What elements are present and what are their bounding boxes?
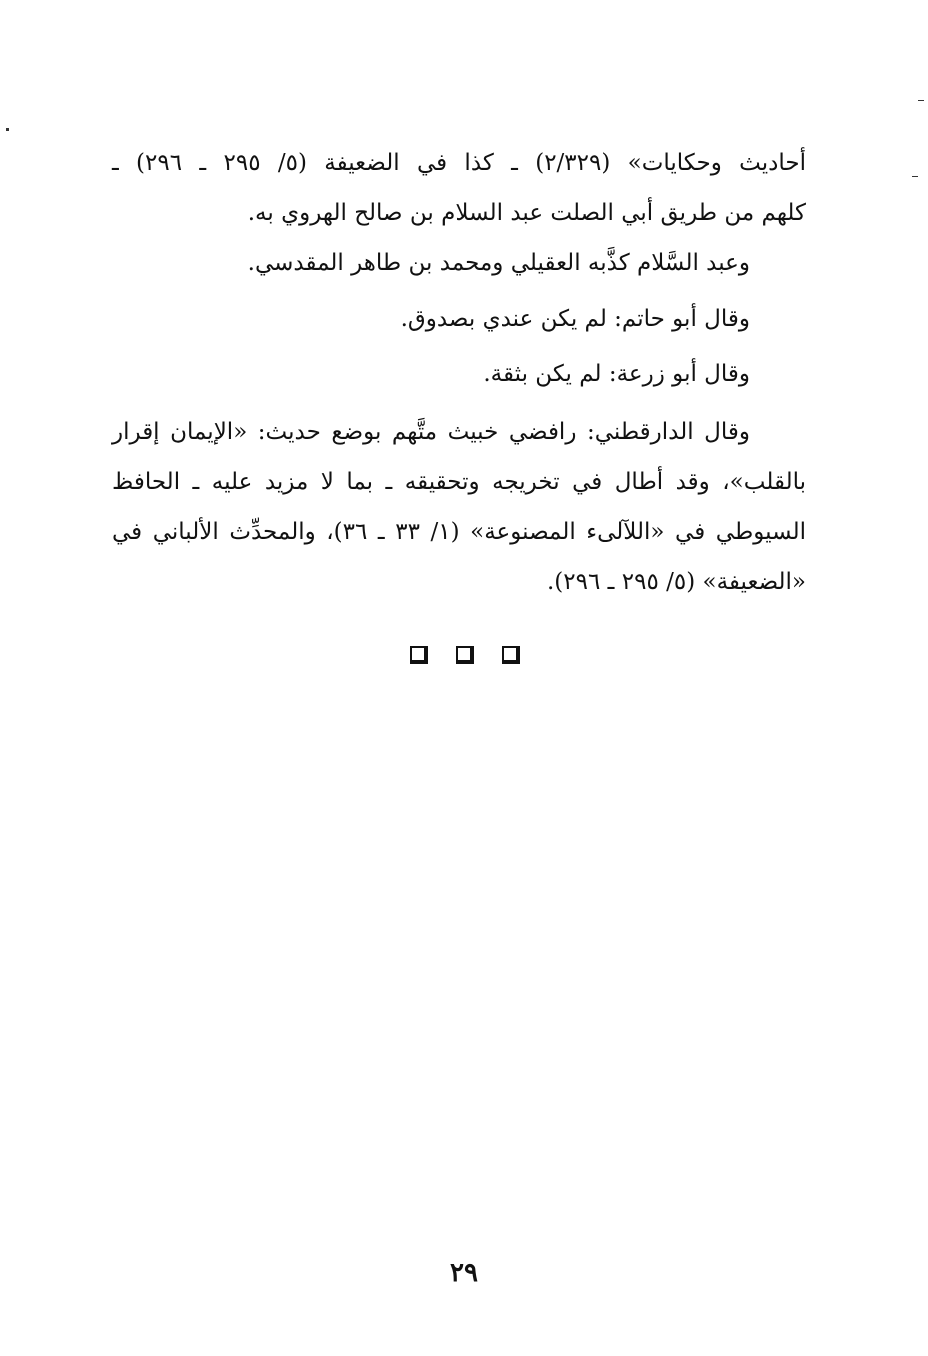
text-line: كلهم من طريق أبي الصلت عبد السلام بن صالح الهروي به. (247, 200, 806, 226)
scan-speck (6, 128, 9, 131)
text-line: وقال أبو زرعة: لم يكن بثقة. (483, 361, 750, 387)
text-line: بالقلب»، وقد أطال في تخريجه وتحقيقه ـ بما لا مزيد عليه ـ الحافظ (112, 469, 806, 495)
separator-box-icon (456, 646, 474, 664)
page-number: ٢٩ (450, 1258, 478, 1288)
text-line: السيوطي في «اللآلىء المصنوعة» (١/ ٣٣ ـ ٣٦)، والمحدِّث الألباني في (112, 519, 806, 545)
paragraph-abu-hatim (112, 294, 806, 344)
text-line: وقال الدارقطني: رافضي خبيث متَّهم بوضع حديث: «الإيمان إقرار (112, 419, 750, 445)
paragraph-narrator-criticism (112, 238, 806, 288)
text-line: أحاديث وحكايات» (٢/٣٢٩) ـ كذا في الضعيفة (٥/ ٢٩٥ ـ ٢٩٦) ـ (112, 150, 806, 176)
paragraph-continuation (112, 138, 806, 238)
paragraph-abu-zura (112, 349, 806, 399)
paragraph-daraqutni (112, 407, 806, 607)
scan-speck (912, 176, 918, 177)
text-line: وعبد السَّلام كذَّبه العقيلي ومحمد بن طاهر المقدسي. (247, 250, 750, 276)
separator-box-icon (502, 646, 520, 664)
text-line: «الضعيفة» (٥/ ٢٩٥ ـ ٢٩٦). (547, 569, 806, 595)
separator-box-icon (410, 646, 428, 664)
scan-speck (918, 100, 924, 101)
section-separator (410, 642, 520, 668)
text-line: وقال أبو حاتم: لم يكن عندي بصدوق. (400, 306, 750, 332)
